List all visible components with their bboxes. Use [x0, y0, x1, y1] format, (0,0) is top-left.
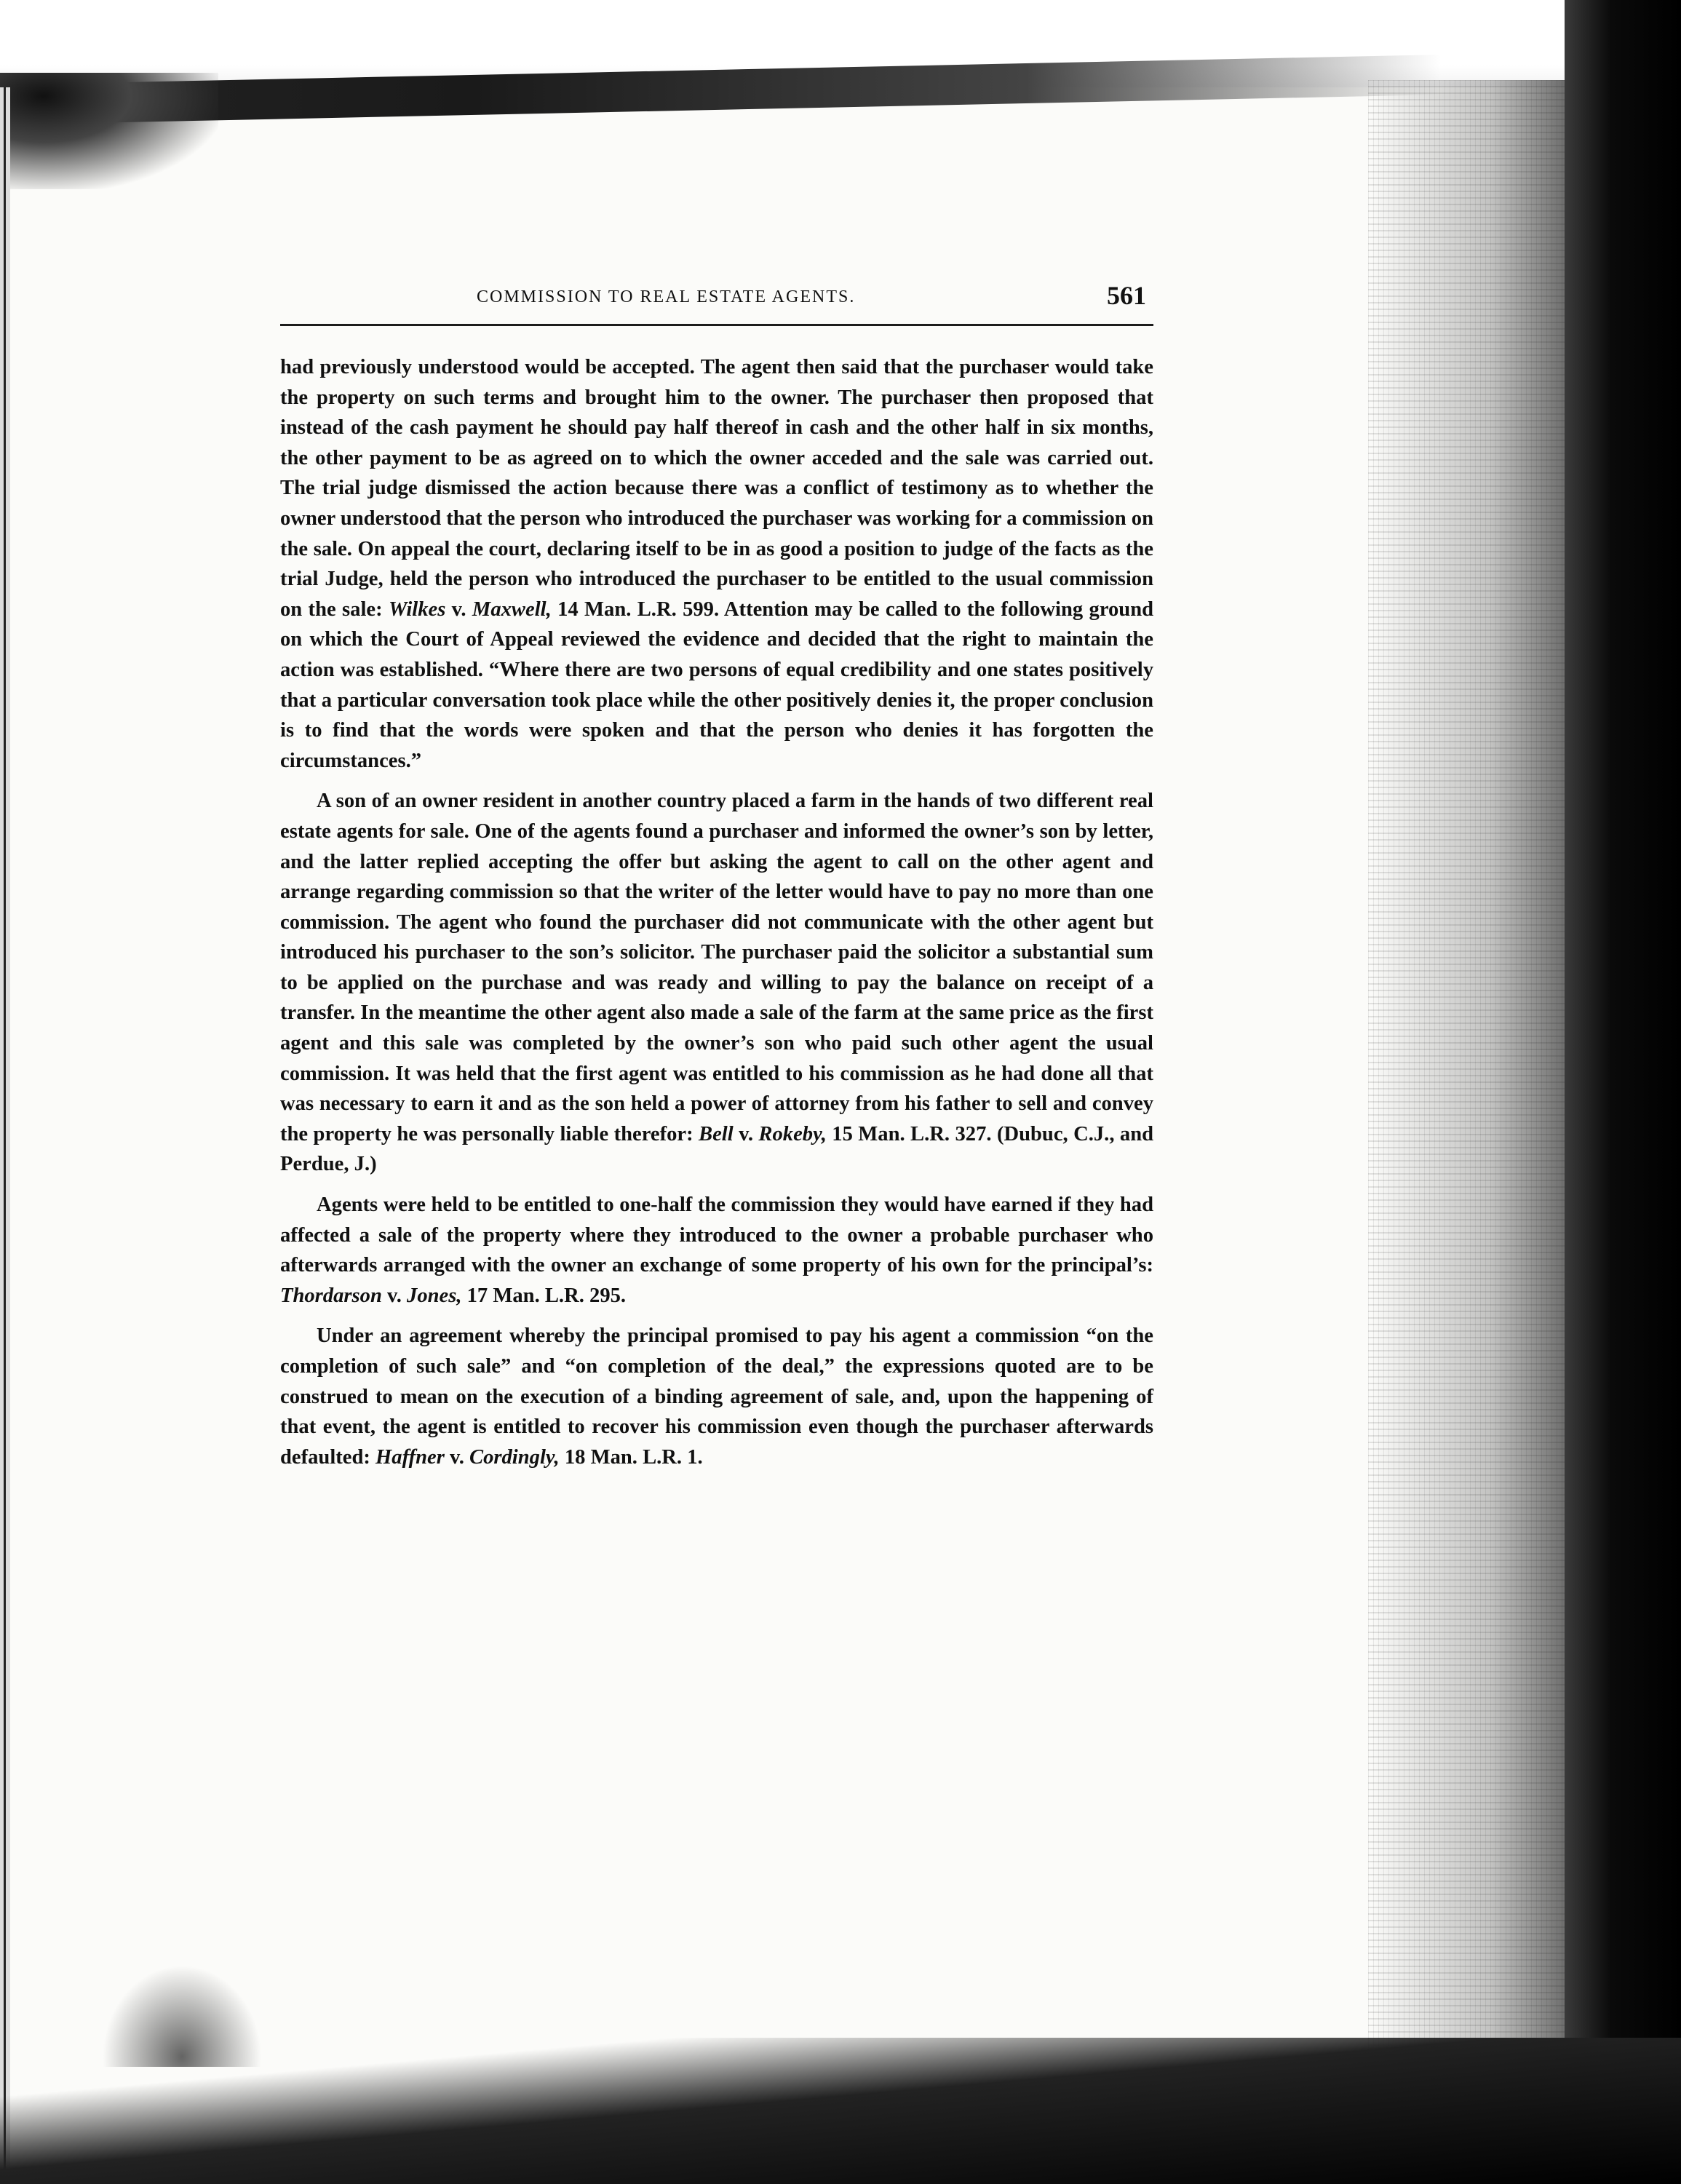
- paragraph-text: v.: [381, 1284, 408, 1307]
- case-name: Maxwell,: [472, 597, 552, 621]
- paragraph: [280, 1190, 1153, 1311]
- paragraph-text: A son of an owner resident in another country placed a farm in the hands of two different real estate agents for sale. One of the agents found a purchaser and informed the owner’s son by letter, and the latter replied accepting the offer but asking the agent to call on the other agent and arrange regarding commission so that the writer of the letter would have to pay no more than one commission. The agent who found the purchaser did not communicate with the other agent but introduced his purchaser to the son’s solicitor. The purchaser paid the solicitor a substantial sum to be applied on the purchase and was ready and willing to pay the balance on receipt of a transfer. In the meantime the other agent also made a sale of the farm at the same price as the first agent and this sale was completed by the owner’s son who paid such other agent the usual commission. It was held that the first agent was entitled to his commission as he had done all that was necessary to earn it and as the son held a power of attorney from his father to sell and convey the property he was personally liable therefor:: [280, 790, 1153, 1145]
- case-name: Rokeby,: [758, 1122, 827, 1145]
- scan-shadow-corner: [0, 73, 218, 189]
- body-text: [280, 352, 1153, 1472]
- page-number: 561: [1107, 281, 1146, 310]
- running-head: [280, 280, 1153, 326]
- paragraph: [280, 786, 1153, 1180]
- page-content: [280, 280, 1153, 1482]
- scan-right-texture: [1368, 80, 1572, 2118]
- paragraph-text: 15 Man. L.R. 327. (Dubuc, C.J., and Perdue, J.): [280, 1122, 1153, 1176]
- case-name: Cordingly,: [469, 1445, 560, 1469]
- paragraph: [280, 352, 1153, 776]
- case-name: Jones,: [407, 1284, 462, 1307]
- running-title: COMMISSION TO REAL ESTATE AGENTS.: [477, 287, 856, 306]
- paragraph-text: v.: [445, 597, 472, 621]
- scan-bottom-shadow: [102, 1965, 262, 2067]
- paragraph-text: 18 Man. L.R. 1.: [559, 1445, 703, 1469]
- paragraph-text: 14 Man. L.R. 599. Attention may be called to the following ground on which the Court of Appeal reviewed the evidence and decided that the right to maintain the action was established. “Where there are two persons of equal credibility and one states positively that a particular conversation took place while the other positively denies it, the proper conclusion is to find that the words were spoken and that the person who denies it has forgotten the circumstances.”: [280, 597, 1153, 772]
- paragraph-text: had previously understood would be accepted. The agent then said that the purchaser would take the property on such terms and brought him to the owner. The purchaser then proposed that instead of the cash payment he should pay half thereof in cash and the other half in six months, the other payment to be as agreed on to which the owner acceded and the sale was carried out. The trial judge dismissed the action because there was a conflict of testimony as to whether the owner understood that the person who introduced the purchaser was working for a commission on the sale. On appeal the court, declaring itself to be in as good a position to judge of the facts as the trial Judge, held the person who introduced the purchaser to be entitled to the usual commission on the sale:: [280, 356, 1153, 621]
- paragraph-text: v.: [733, 1122, 759, 1145]
- paragraph-text: 17 Man. L.R. 295.: [461, 1284, 627, 1307]
- scan-right-edge: [1565, 0, 1681, 2184]
- paragraph-text: Agents were held to be entitled to one-half the commission they would have earned if they had affected a sale of the property where they introduced to the owner a probable purchaser who afterwards arranged with the owner an exchange of some property of his own for the principal’s:: [280, 1194, 1153, 1277]
- case-name: Bell: [699, 1122, 734, 1145]
- scan-left-line: [4, 87, 6, 2184]
- case-name: Wilkes: [388, 597, 446, 621]
- case-name: Thordarson: [280, 1284, 382, 1307]
- paragraph: [280, 1321, 1153, 1472]
- case-name: Haffner: [375, 1445, 445, 1469]
- paragraph-text: v.: [444, 1445, 470, 1469]
- paragraph-text: Under an agreement whereby the principal promised to pay his agent a commission “on the completion of such sale” and “on completion of the deal,” the expressions quoted are to be construed to mean on the execution of a binding agreement of sale, and, upon the happening of that event, the agent is entitled to recover his commission even though the purchaser afterwards defaulted:: [280, 1325, 1153, 1469]
